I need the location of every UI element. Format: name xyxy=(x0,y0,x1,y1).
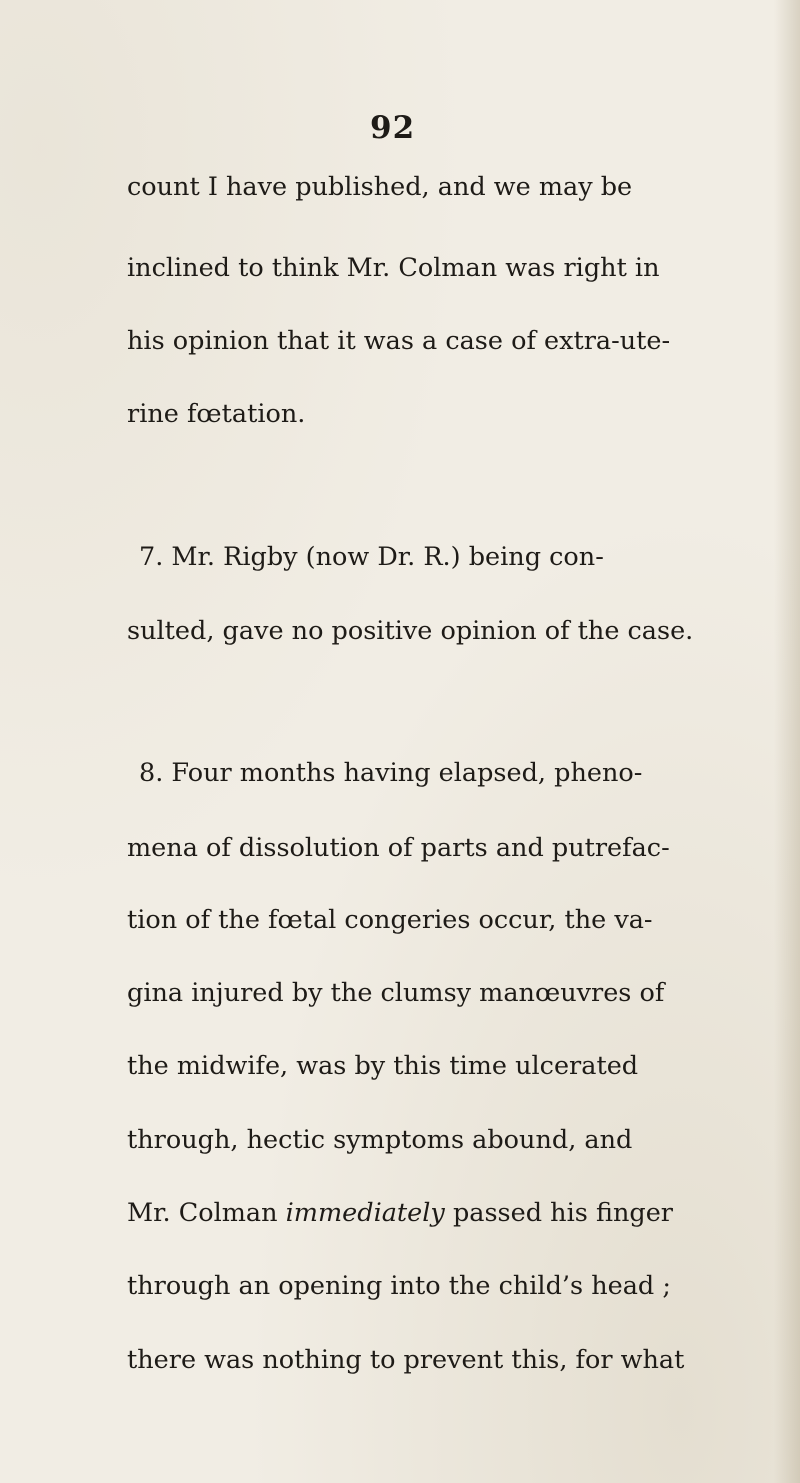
paragraph-7-line: 7. Mr. Rigby (now Dr. R.) being con- xyxy=(139,542,604,572)
text-line: rine fœtation. xyxy=(127,399,306,429)
text-line: there was nothing to prevent this, for what xyxy=(127,1345,685,1375)
text-line: count I have published, and we may be xyxy=(127,172,633,202)
text-segment: Mr. Colman xyxy=(127,1198,286,1228)
text-line: inclined to think Mr. Colman was right in xyxy=(127,253,660,283)
text-line: gina injured by the clumsy manœuvres of xyxy=(127,978,665,1008)
text-line-with-emphasis xyxy=(127,1196,673,1230)
text-line: through, hectic symptoms abound, and xyxy=(127,1125,633,1155)
page-number: 92 xyxy=(370,110,416,146)
text-segment: passed his finger xyxy=(444,1198,673,1228)
text-line: tion of the fœtal congeries occur, the va- xyxy=(127,905,653,935)
text-line: mena of dissolution of parts and putrefac- xyxy=(127,833,670,863)
italic-emphasis: immediately xyxy=(285,1198,445,1228)
paragraph-8-line: 8. Four months having elapsed, pheno- xyxy=(139,758,643,788)
page-edge-shadow xyxy=(774,0,800,1483)
text-line: his opinion that it was a case of extra-ute- xyxy=(127,326,671,356)
text-line: the midwife, was by this time ulcerated xyxy=(127,1051,639,1081)
text-line: through an opening into the child’s head ; xyxy=(127,1271,671,1301)
text-line: sulted, gave no positive opinion of the case. xyxy=(127,616,694,646)
